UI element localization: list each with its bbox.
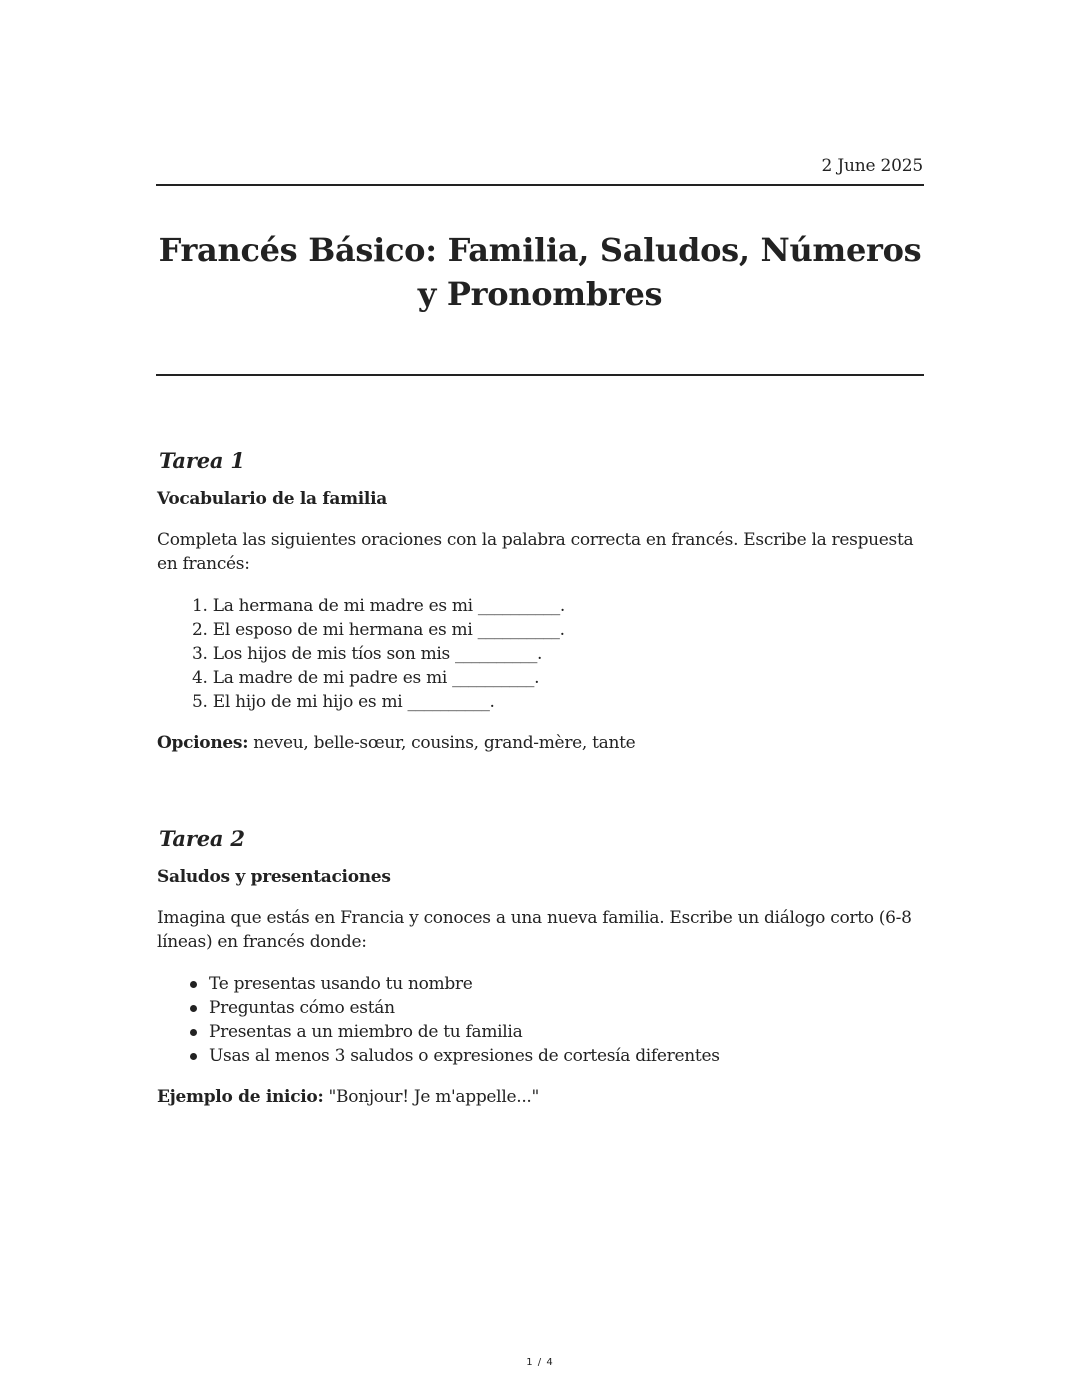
list-item-text: Preguntas cómo están <box>209 998 395 1018</box>
list-item: 5. El hijo de mi hijo es mi __________. <box>192 692 495 712</box>
example-text: "Bonjour! Je m'appelle..." <box>323 1087 540 1107</box>
list-item: 2. El esposo de mi hermana es mi __________. <box>192 620 565 640</box>
bullet-icon <box>190 1029 197 1036</box>
task-subtitle: Vocabulario de la familia <box>157 489 387 509</box>
bullet-icon <box>190 1053 197 1060</box>
list-item-text: Usas al menos 3 saludos o expresiones de cortesía diferentes <box>209 1046 720 1066</box>
task-description: Imagina que estás en Francia y conoces a una nueva familia. Escribe un diálogo corto (6-8 líneas) en francés donde: <box>157 908 912 952</box>
task-1-section <box>157 447 925 755</box>
task-description: Completa las siguientes oraciones con la palabra correcta en francés. Escribe la respuesta en francés: <box>157 530 914 574</box>
task-heading: Tarea 2 <box>159 826 245 851</box>
list-item-text: Presentas a un miembro de tu familia <box>209 1022 523 1042</box>
page-indicator: 1 / 4 <box>526 1357 554 1368</box>
list-item <box>209 996 925 1020</box>
bullet-icon <box>190 1005 197 1012</box>
task-subtitle: Saludos y presentaciones <box>157 867 391 887</box>
list-item: 4. La madre de mi padre es mi __________. <box>192 668 540 688</box>
exercise-list <box>157 594 925 714</box>
list-item <box>209 1020 925 1044</box>
page-title: Francés Básico: Familia, Saludos, Números y Pronombres <box>158 231 922 313</box>
list-item <box>209 1044 925 1068</box>
example-label: Ejemplo de inicio: <box>157 1087 324 1107</box>
list-item-text: Te presentas usando tu nombre <box>209 974 473 994</box>
requirements-list <box>157 972 925 1068</box>
list-item: 3. Los hijos de mis tíos son mis __________. <box>192 644 543 664</box>
options-label: Opciones: <box>157 733 249 753</box>
title-divider <box>156 374 924 376</box>
document-date: 2 June 2025 <box>821 156 923 176</box>
example-line <box>157 1085 925 1109</box>
header-divider <box>156 184 924 186</box>
bullet-icon <box>190 981 197 988</box>
list-item <box>209 972 925 996</box>
list-item: 1. La hermana de mi madre es mi __________. <box>192 596 566 616</box>
task-heading: Tarea 1 <box>159 448 245 473</box>
task-2-section <box>157 825 925 1109</box>
options-text: neveu, belle-sœur, cousins, grand-mère, tante <box>248 733 636 753</box>
options-line <box>157 731 925 755</box>
